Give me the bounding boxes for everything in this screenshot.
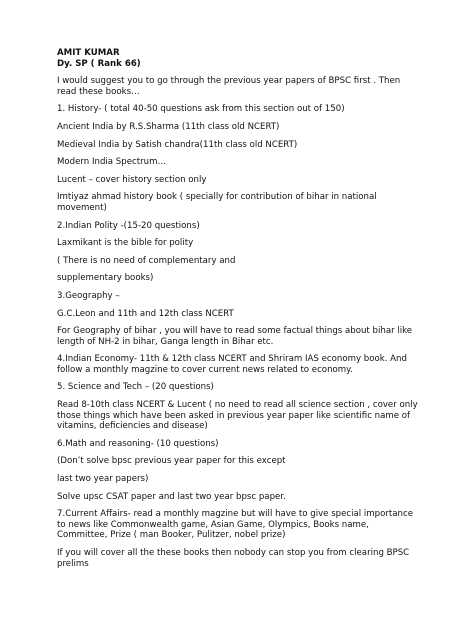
- paragraph-lucent-history: Lucent – cover history section only: [57, 174, 207, 185]
- paragraph-ancient-india: Ancient India by R.S.Sharma (11th class old NCERT): [57, 121, 280, 132]
- paragraph-last-two-years: last two year papers): [57, 474, 149, 485]
- paragraph-intro: I would suggest you to go through the previous year papers of BPSC first . Then read these books…: [57, 76, 401, 97]
- author-title: Dy. SP ( Rank 66): [57, 58, 141, 69]
- paragraph-imtiyaz-ahmad: Imtiyaz ahmad history book ( specially for contribution of bihar in national movement): [57, 192, 377, 213]
- paragraph-csat: Solve upsc CSAT paper and last two year bpsc paper.: [57, 491, 286, 502]
- paragraph-modern-india: Modern India Spectrum…: [57, 157, 167, 168]
- paragraph-science-heading: 5. Science and Tech – (20 questions): [57, 382, 214, 393]
- paragraph-bihar-geography: For Geography of bihar , you will have to read some factual things about bihar like length of NH-2 in bihar, Ganga length in Bihar etc.: [57, 326, 413, 347]
- paragraph-math-heading: 6.Math and reasoning- (10 questions): [57, 438, 219, 449]
- paragraph-laxmikant: Laxmikant is the bible for polity: [57, 238, 194, 249]
- paragraph-dont-solve: (Don’t solve bpsc previous year paper for this except: [57, 456, 286, 467]
- author-name: AMIT KUMAR: [57, 48, 120, 58]
- paragraph-science-reading: Read 8-10th class NCERT & Lucent ( no need to read all science section , cover only those things which have been asked in previous year paper like scientific name of vitamins, deficiencies and disease): [57, 400, 418, 432]
- paragraph-supplementary: supplementary books): [57, 273, 154, 284]
- paragraph-current-affairs: 7.Current Affairs- read a monthly magzine but will have to give special importance to news like Commonwealth game, Asian Game, Olympics, Books name, Committee, Prize ( man Booker, Pulitzer, nobel prize): [57, 509, 414, 541]
- paragraph-geography-heading: 3.Geography –: [57, 290, 120, 301]
- paragraph-gc-leon: G.C.Leon and 11th and 12th class NCERT: [57, 308, 234, 319]
- paragraph-economy: 4.Indian Economy- 11th & 12th class NCERT and Shriram IAS economy book. And follow a monthly magzine to cover current news related to economy.: [57, 354, 407, 375]
- paragraph-medieval-india: Medieval India by Satish chandra(11th class old NCERT): [57, 139, 298, 150]
- document-body: [57, 48, 419, 576]
- author-block: [57, 48, 419, 69]
- paragraph-conclusion: If you will cover all the these books then nobody can stop you from clearing BPSC prelims: [57, 548, 410, 569]
- paragraph-polity-heading: 2.Indian Polity -(15-20 questions): [57, 220, 200, 231]
- paragraph-no-need: ( There is no need of complementary and: [57, 255, 236, 266]
- paragraph-history-heading: 1. History- ( total 40-50 questions ask from this section out of 150): [57, 104, 345, 115]
